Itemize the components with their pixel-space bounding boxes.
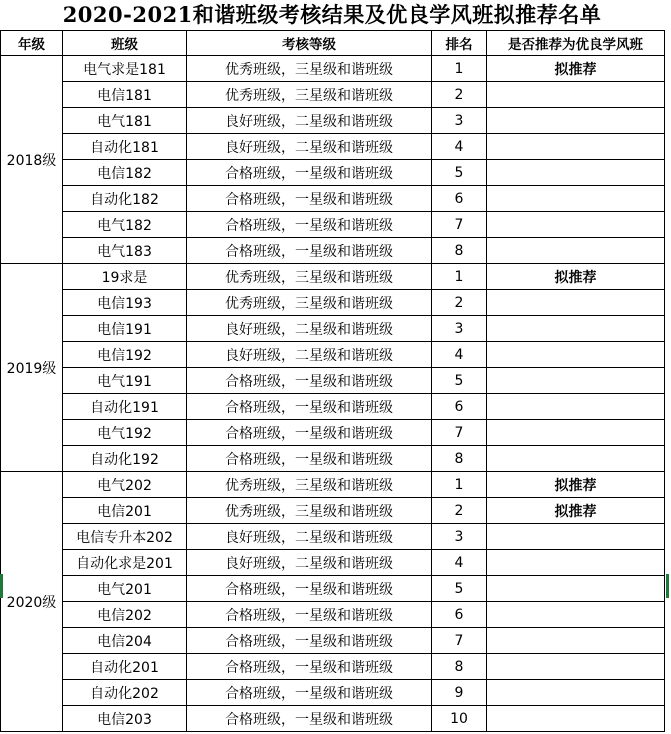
recommend-cell[interactable] [487,550,665,576]
selection-edge-left [0,574,3,598]
rank-cell[interactable]: 10 [432,706,487,732]
recommend-cell[interactable]: 拟推荐 [487,472,665,498]
rank-cell[interactable]: 7 [432,212,487,238]
rank-cell[interactable]: 5 [432,368,487,394]
grade-cell[interactable]: 合格班级，一星级和谐班级 [187,394,432,420]
recommend-cell[interactable] [487,342,665,368]
grade-cell[interactable]: 良好班级，二星级和谐班级 [187,108,432,134]
recommend-cell[interactable] [487,446,665,472]
grade-cell[interactable]: 合格班级，一星级和谐班级 [187,420,432,446]
grade-cell[interactable]: 合格班级，一星级和谐班级 [187,628,432,654]
table-row [1,186,665,212]
class-cell[interactable]: 电气201 [63,576,187,602]
class-cell[interactable]: 电气192 [63,420,187,446]
recommend-cell[interactable] [487,524,665,550]
grade-cell[interactable]: 合格班级，一星级和谐班级 [187,602,432,628]
grade-cell[interactable]: 合格班级，一星级和谐班级 [187,680,432,706]
rank-cell[interactable]: 4 [432,134,487,160]
rank-cell[interactable]: 7 [432,420,487,446]
grade-cell[interactable]: 良好班级，二星级和谐班级 [187,342,432,368]
grade-cell[interactable]: 良好班级，二星级和谐班级 [187,524,432,550]
table-row [1,160,665,186]
rank-cell[interactable]: 1 [432,56,487,82]
table-row [1,654,665,680]
recommend-cell[interactable] [487,134,665,160]
class-cell[interactable]: 电气202 [63,472,187,498]
grade-cell[interactable]: 良好班级，二星级和谐班级 [187,134,432,160]
year-cell[interactable]: 2018级 [1,56,63,264]
table-row [1,108,665,134]
table-row [1,706,665,732]
class-cell[interactable]: 电气191 [63,368,187,394]
grade-cell[interactable]: 优秀班级，三星级和谐班级 [187,290,432,316]
table-row [1,420,665,446]
grade-cell[interactable]: 合格班级，一星级和谐班级 [187,446,432,472]
header-class[interactable]: 班级 [63,31,187,56]
grade-cell[interactable]: 合格班级，一星级和谐班级 [187,238,432,264]
table-row [1,134,665,160]
rank-cell[interactable]: 8 [432,446,487,472]
recommend-cell[interactable] [487,576,665,602]
header-recommend[interactable]: 是否推荐为优良学风班 [487,31,665,56]
rank-cell[interactable]: 4 [432,550,487,576]
table-row [1,680,665,706]
year-cell[interactable]: 2020级 [1,472,63,732]
recommend-cell[interactable] [487,368,665,394]
rank-cell[interactable]: 2 [432,82,487,108]
recommend-cell[interactable] [487,186,665,212]
recommend-cell[interactable] [487,290,665,316]
grade-cell[interactable]: 优秀班级，三星级和谐班级 [187,82,432,108]
header-rank[interactable]: 排名 [432,31,487,56]
rank-cell[interactable]: 1 [432,264,487,290]
grade-cell[interactable]: 优秀班级，三星级和谐班级 [187,56,432,82]
class-cell[interactable]: 电信191 [63,316,187,342]
table-row [1,264,665,290]
class-cell[interactable]: 自动化202 [63,680,187,706]
rank-cell[interactable]: 6 [432,602,487,628]
grade-cell[interactable]: 优秀班级，三星级和谐班级 [187,498,432,524]
table-row [1,550,665,576]
recommend-cell[interactable]: 拟推荐 [487,498,665,524]
grade-cell[interactable]: 合格班级，一星级和谐班级 [187,212,432,238]
class-cell[interactable]: 电气181 [63,108,187,134]
recommend-cell[interactable] [487,654,665,680]
class-cell[interactable]: 电信204 [63,628,187,654]
table-row [1,602,665,628]
class-cell[interactable]: 自动化181 [63,134,187,160]
recommend-cell[interactable] [487,82,665,108]
recommend-cell[interactable] [487,238,665,264]
year-cell[interactable]: 2019级 [1,264,63,472]
recommend-cell[interactable] [487,160,665,186]
table-row [1,342,665,368]
rank-cell[interactable]: 5 [432,576,487,602]
table-body [1,56,665,732]
grade-cell[interactable]: 优秀班级，三星级和谐班级 [187,472,432,498]
class-cell[interactable]: 电信203 [63,706,187,732]
grade-cell[interactable]: 合格班级，一星级和谐班级 [187,186,432,212]
recommend-cell[interactable] [487,420,665,446]
rank-cell[interactable]: 5 [432,160,487,186]
rank-cell[interactable]: 4 [432,342,487,368]
class-cell[interactable]: 电信181 [63,82,187,108]
grade-cell[interactable]: 合格班级，一星级和谐班级 [187,706,432,732]
class-cell[interactable]: 电气183 [63,238,187,264]
class-cell[interactable]: 自动化201 [63,654,187,680]
class-cell[interactable]: 电信专升本202 [63,524,187,550]
grade-cell[interactable]: 良好班级，二星级和谐班级 [187,550,432,576]
recommend-cell[interactable] [487,706,665,732]
rank-cell[interactable]: 7 [432,628,487,654]
header-year[interactable]: 年级 [1,31,63,56]
table-row [1,316,665,342]
header-grade[interactable]: 考核等级 [187,31,432,56]
class-cell[interactable]: 电信182 [63,160,187,186]
table-row [1,212,665,238]
table-row [1,56,665,82]
table-row [1,394,665,420]
rank-cell[interactable]: 6 [432,186,487,212]
class-cell[interactable]: 自动化192 [63,446,187,472]
table-row [1,498,665,524]
rank-cell[interactable]: 9 [432,680,487,706]
recommend-cell[interactable] [487,394,665,420]
class-cell[interactable]: 电气求是181 [63,56,187,82]
grade-cell[interactable]: 良好班级，二星级和谐班级 [187,316,432,342]
class-cell[interactable]: 电信201 [63,498,187,524]
grade-cell[interactable]: 优秀班级，三星级和谐班级 [187,264,432,290]
recommend-cell[interactable] [487,628,665,654]
rank-cell[interactable]: 3 [432,316,487,342]
class-cell[interactable]: 电信192 [63,342,187,368]
recommend-cell[interactable] [487,316,665,342]
recommend-cell[interactable] [487,602,665,628]
class-cell[interactable]: 19求是 [63,264,187,290]
rank-cell[interactable]: 8 [432,654,487,680]
class-cell[interactable]: 自动化191 [63,394,187,420]
table-row [1,628,665,654]
class-cell[interactable]: 电气182 [63,212,187,238]
grade-cell[interactable]: 合格班级，一星级和谐班级 [187,368,432,394]
table-row [1,368,665,394]
table-row [1,290,665,316]
table-row [1,576,665,602]
table-row [1,238,665,264]
table-row [1,524,665,550]
grade-cell[interactable]: 合格班级，一星级和谐班级 [187,654,432,680]
sheet-title: 2020-2021和谐班级考核结果及优良学风班拟推荐名单 [62,2,602,27]
header-row [1,31,665,56]
rank-cell[interactable]: 2 [432,290,487,316]
class-cell[interactable]: 自动化求是201 [63,550,187,576]
class-cell[interactable]: 自动化182 [63,186,187,212]
rank-cell[interactable]: 3 [432,108,487,134]
rank-cell[interactable]: 1 [432,472,487,498]
recommend-cell[interactable] [487,108,665,134]
recommend-cell[interactable]: 拟推荐 [487,56,665,82]
table-row [1,82,665,108]
selection-edge-right [666,574,669,598]
class-cell[interactable]: 电信202 [63,602,187,628]
ranking-table [0,30,665,732]
rank-cell[interactable]: 6 [432,394,487,420]
class-cell[interactable]: 电信193 [63,290,187,316]
grade-cell[interactable]: 合格班级，一星级和谐班级 [187,576,432,602]
rank-cell[interactable]: 8 [432,238,487,264]
recommend-cell[interactable]: 拟推荐 [487,264,665,290]
grade-cell[interactable]: 合格班级，一星级和谐班级 [187,160,432,186]
recommend-cell[interactable] [487,212,665,238]
recommend-cell[interactable] [487,680,665,706]
rank-cell[interactable]: 2 [432,498,487,524]
table-row [1,446,665,472]
rank-cell[interactable]: 3 [432,524,487,550]
table-row [1,472,665,498]
